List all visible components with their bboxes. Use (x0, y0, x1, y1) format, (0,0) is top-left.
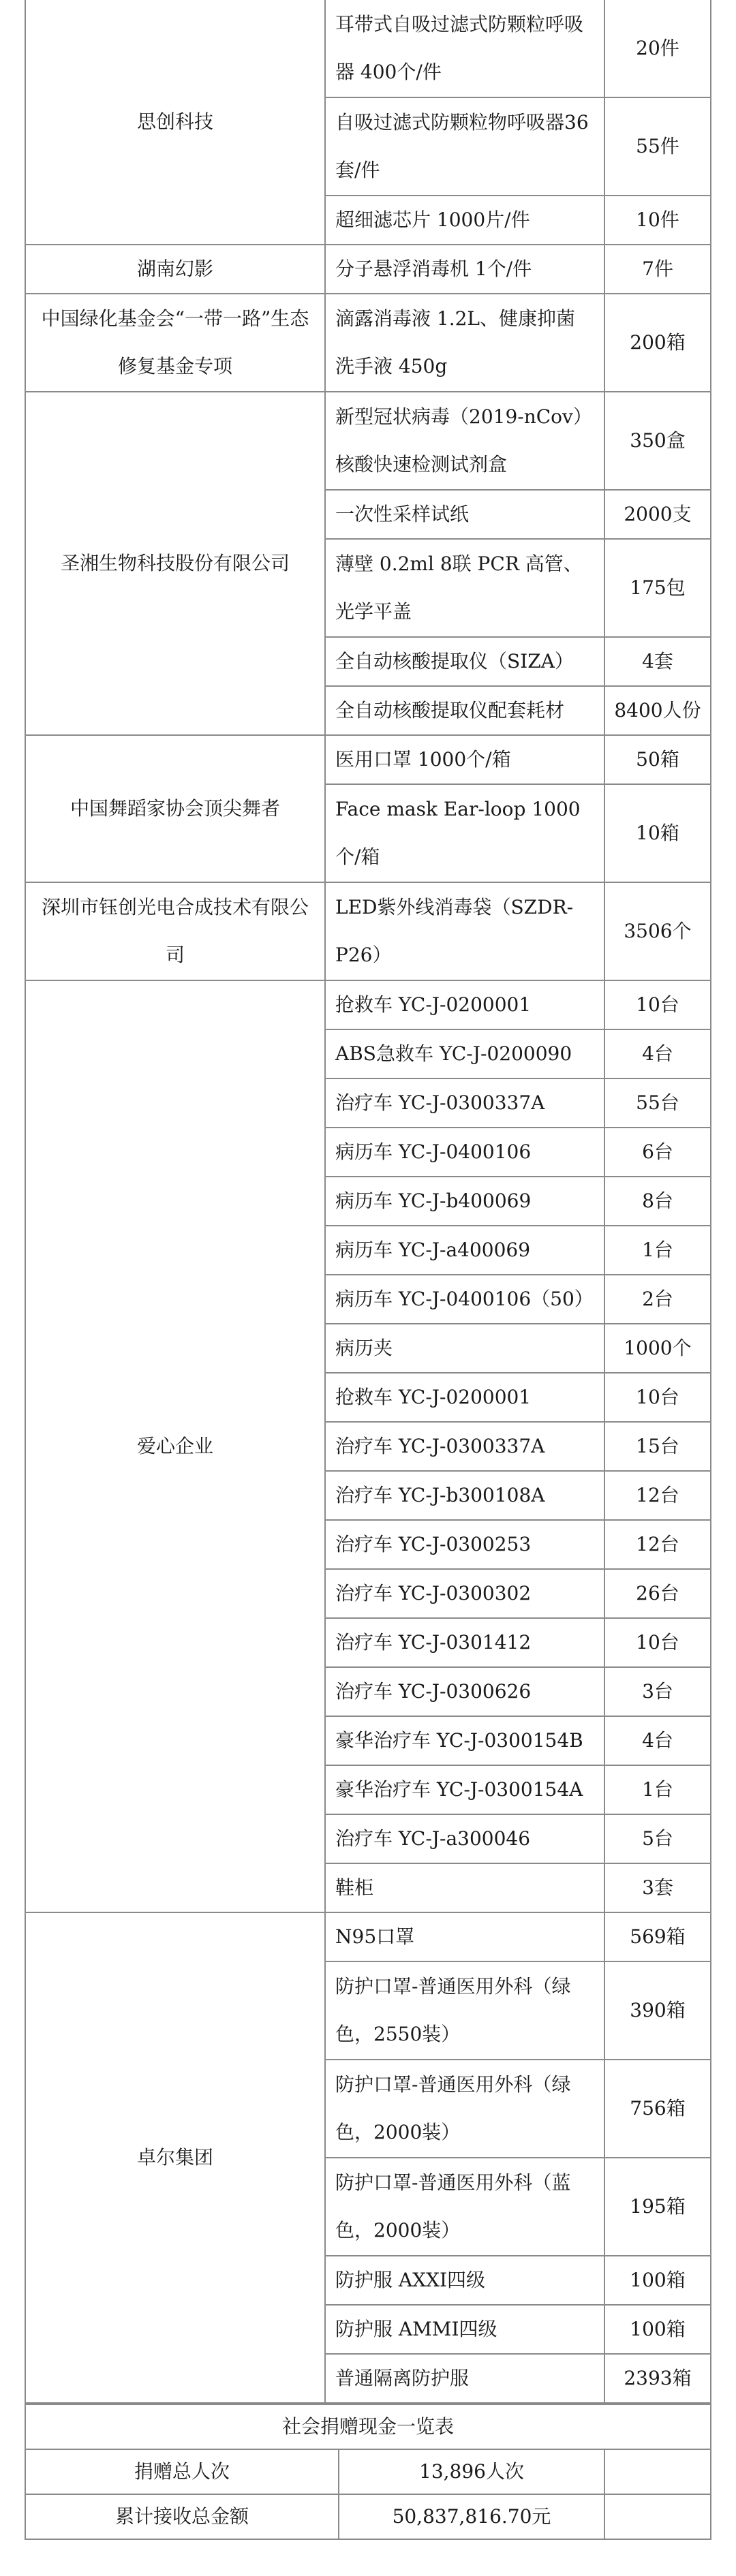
item-quantity: 7件 (604, 245, 711, 294)
item-name: ABS急救车 YC-J-0200090 (325, 1029, 604, 1078)
table-row (25, 392, 711, 490)
item-quantity: 175包 (604, 539, 711, 637)
item-quantity: 10台 (604, 1373, 711, 1422)
item-quantity: 5台 (604, 1814, 711, 1863)
table-row (25, 245, 711, 294)
item-name: 治疗车 YC-J-0300337A (325, 1422, 604, 1471)
item-name: 治疗车 YC-J-0300626 (325, 1667, 604, 1716)
item-name: 鞋柜 (325, 1863, 604, 1912)
item-quantity: 8台 (604, 1177, 711, 1226)
item-quantity: 12台 (604, 1520, 711, 1569)
item-name: 滴露消毒液 1.2L、健康抑菌洗手液 450g (325, 294, 604, 392)
table-row (25, 735, 711, 784)
table-row (25, 2449, 711, 2494)
item-quantity: 4台 (604, 1716, 711, 1765)
table-title-row (25, 2404, 711, 2449)
item-name: 治疗车 YC-J-0300337A (325, 1078, 604, 1128)
item-name: 治疗车 YC-J-0300302 (325, 1569, 604, 1618)
item-name: 分子悬浮消毒机 1个/件 (325, 245, 604, 294)
item-name: 自吸过滤式防颗粒物呼吸器36套/件 (325, 97, 604, 196)
table-row (25, 882, 711, 980)
table-row (25, 980, 711, 1029)
item-quantity: 55件 (604, 97, 711, 196)
row-label: 捐赠总人次 (25, 2449, 339, 2494)
item-quantity: 390箱 (604, 1961, 711, 2060)
donor-name: 思创科技 (25, 0, 325, 245)
donor-name: 卓尔集团 (25, 1912, 325, 2403)
table-title: 社会捐赠现金一览表 (25, 2404, 711, 2449)
item-quantity: 1000个 (604, 1324, 711, 1373)
item-name: 治疗车 YC-J-a300046 (325, 1814, 604, 1863)
item-name: 防护服 AMMI四级 (325, 2305, 604, 2354)
row-value: 13,896人次 (339, 2449, 604, 2494)
donor-name: 爱心企业 (25, 980, 325, 1912)
item-name: 抢救车 YC-J-0200001 (325, 980, 604, 1029)
item-quantity: 569箱 (604, 1912, 711, 1961)
item-quantity: 100箱 (604, 2256, 711, 2305)
table-row (25, 2494, 711, 2539)
item-name: 耳带式自吸过滤式防颗粒呼吸器 400个/件 (325, 0, 604, 97)
item-quantity: 195箱 (604, 2158, 711, 2256)
donor-name: 中国舞蹈家协会顶尖舞者 (25, 735, 325, 882)
donor-name: 深圳市钰创光电合成技术有限公司 (25, 882, 325, 980)
donor-name: 湖南幻影 (25, 245, 325, 294)
item-name: 病历车 YC-J-0400106（50） (325, 1275, 604, 1324)
item-name: 一次性采样试纸 (325, 490, 604, 539)
item-name: 病历车 YC-J-0400106 (325, 1128, 604, 1177)
item-name: 全自动核酸提取仪配套耗材 (325, 686, 604, 735)
item-name: 病历车 YC-J-b400069 (325, 1177, 604, 1226)
item-quantity: 20件 (604, 0, 711, 97)
item-name: 豪华治疗车 YC-J-0300154B (325, 1716, 604, 1765)
item-quantity: 4套 (604, 637, 711, 686)
item-quantity: 4台 (604, 1029, 711, 1078)
item-name: 医用口罩 1000个/箱 (325, 735, 604, 784)
item-quantity: 2台 (604, 1275, 711, 1324)
row-extra (604, 2494, 711, 2539)
item-name: LED紫外线消毒袋（SZDR-P26） (325, 882, 604, 980)
item-quantity: 200箱 (604, 294, 711, 392)
item-quantity: 10台 (604, 1618, 711, 1667)
item-name: 治疗车 YC-J-0301412 (325, 1618, 604, 1667)
item-quantity: 100箱 (604, 2305, 711, 2354)
item-quantity: 15台 (604, 1422, 711, 1471)
item-name: 防护口罩-普通医用外科（绿色，2550装） (325, 1961, 604, 2060)
donor-name: 圣湘生物科技股份有限公司 (25, 392, 325, 735)
donor-name: 中国绿化基金会“一带一路”生态修复基金专项 (25, 294, 325, 392)
item-quantity: 10件 (604, 196, 711, 245)
item-quantity: 50箱 (604, 735, 711, 784)
item-quantity: 10台 (604, 980, 711, 1029)
item-name: 治疗车 YC-J-b300108A (325, 1471, 604, 1520)
item-name: 防护服 AXXI四级 (325, 2256, 604, 2305)
item-quantity: 2393箱 (604, 2354, 711, 2403)
item-quantity: 3套 (604, 1863, 711, 1912)
table-row (25, 294, 711, 392)
row-extra (604, 2449, 711, 2494)
item-quantity: 26台 (604, 1569, 711, 1618)
item-quantity: 3台 (604, 1667, 711, 1716)
item-quantity: 8400人份 (604, 686, 711, 735)
item-quantity: 3506个 (604, 882, 711, 980)
table-row (25, 0, 711, 97)
item-name: 治疗车 YC-J-0300253 (325, 1520, 604, 1569)
item-quantity: 2000支 (604, 490, 711, 539)
cash-donation-table (25, 2404, 711, 2540)
item-name: 全自动核酸提取仪（SIZA） (325, 637, 604, 686)
item-quantity: 1台 (604, 1226, 711, 1275)
item-quantity: 6台 (604, 1128, 711, 1177)
item-name: Face mask Ear-loop 1000个/箱 (325, 784, 604, 882)
item-quantity: 10箱 (604, 784, 711, 882)
item-name: 豪华治疗车 YC-J-0300154A (325, 1765, 604, 1814)
item-quantity: 756箱 (604, 2060, 711, 2158)
item-name: 薄壁 0.2ml 8联 PCR 高管、光学平盖 (325, 539, 604, 637)
item-quantity: 350盒 (604, 392, 711, 490)
item-name: 抢救车 YC-J-0200001 (325, 1373, 604, 1422)
item-name: 病历夹 (325, 1324, 604, 1373)
item-name: 防护口罩-普通医用外科（蓝色，2000装） (325, 2158, 604, 2256)
item-quantity: 55台 (604, 1078, 711, 1128)
item-name: N95口罩 (325, 1912, 604, 1961)
item-name: 超细滤芯片 1000片/件 (325, 196, 604, 245)
row-value: 50,837,816.70元 (339, 2494, 604, 2539)
item-name: 普通隔离防护服 (325, 2354, 604, 2403)
table-row (25, 1912, 711, 1961)
item-name: 防护口罩-普通医用外科（绿色，2000装） (325, 2060, 604, 2158)
item-quantity: 12台 (604, 1471, 711, 1520)
row-label: 累计接收总金额 (25, 2494, 339, 2539)
item-name: 新型冠状病毒（2019-nCov）核酸快速检测试剂盒 (325, 392, 604, 490)
item-name: 病历车 YC-J-a400069 (325, 1226, 604, 1275)
donation-materials-table (25, 0, 711, 2404)
item-quantity: 1台 (604, 1765, 711, 1814)
